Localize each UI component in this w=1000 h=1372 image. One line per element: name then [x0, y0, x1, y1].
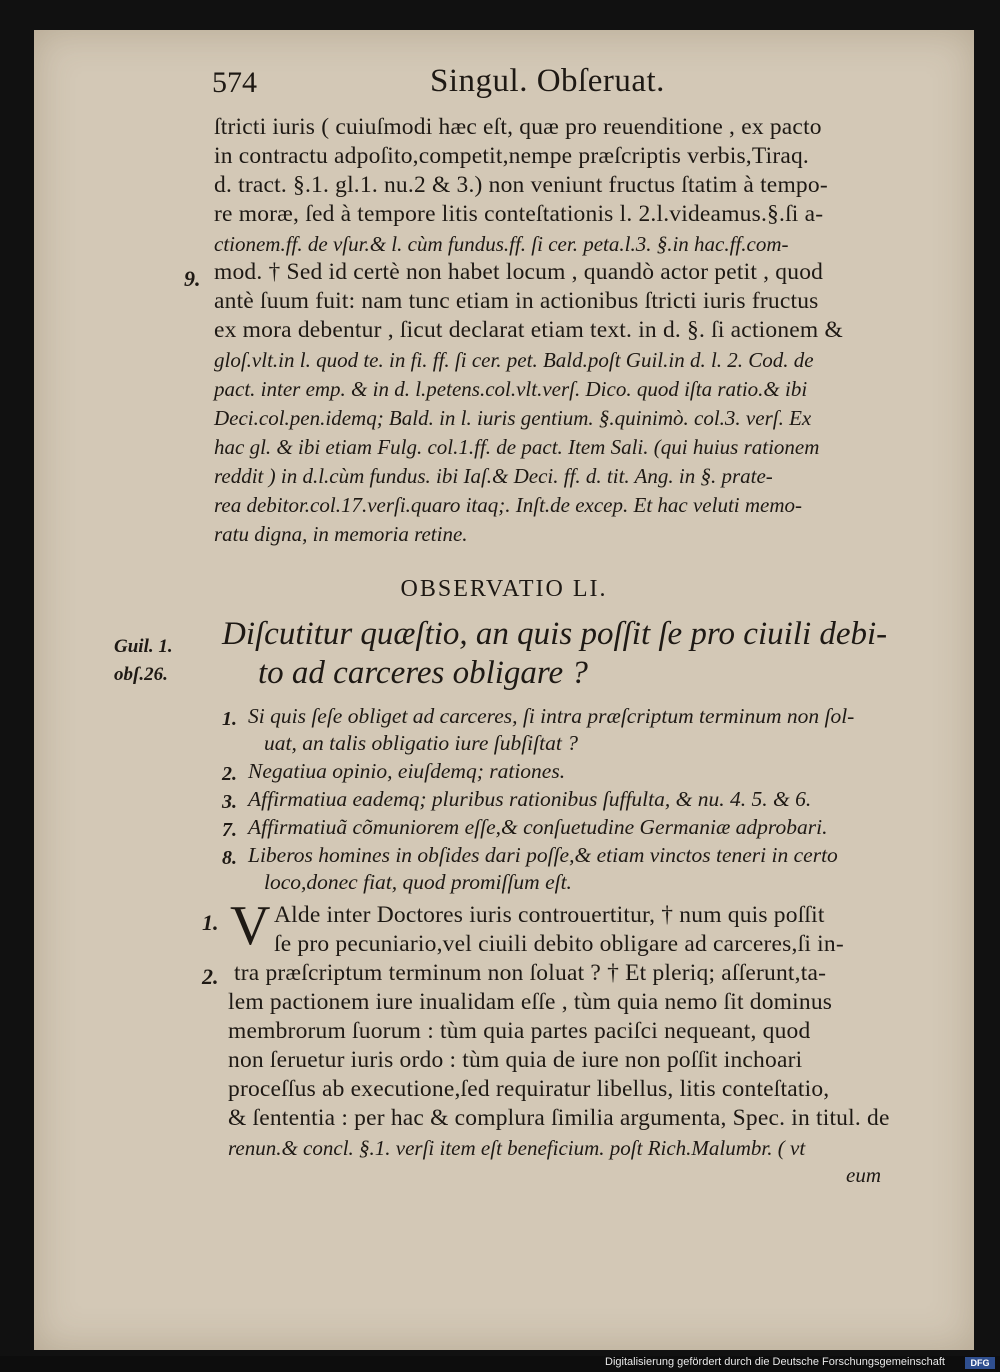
text-line: tra præſcriptum terminum non ſoluat ? † Et pleriq; aſſerunt,ta- [234, 960, 827, 986]
text-line: antè ſuum fuit: nam tunc etiam in actionibus ſtricti iuris fructus [214, 288, 819, 314]
text-line: gloſ.vlt.in l. quod te. in fi. ff. ſi cer. pet. Bald.poſt Guil.in d. l. 2. Cod. de [214, 348, 814, 372]
text-line: in contractu adpoſito,competit,nempe præſcriptis verbis,Tiraq. [214, 143, 810, 169]
question-heading: Diſcutitur quæſtio, an quis poſſit ſe pro ciuili debi- [222, 616, 888, 652]
question-heading: to ad carceres obligare ? [258, 655, 588, 691]
text-line: re moræ, ſed à tempore litis conteſtationis l. 2.l.videamus.§.ſi a- [214, 201, 824, 227]
text-line: ctionem.ff. de vſur.& l. cùm fundus.ff. ſi cer. peta.l.3. §.in hac.ff.com- [214, 232, 789, 256]
text-line: hac gl. & ibi etiam Fulg. col.1.ff. de pact. Item Sali. (qui huius rationem [214, 435, 820, 459]
section-title: OBSERVATIO LI. [400, 576, 608, 602]
summary-number: 3. [222, 791, 237, 813]
text-line: & ſententia : per hac & complura ſimilia argumenta, Spec. in titul. de [228, 1105, 890, 1131]
text-line: pact. inter emp. & in d. l.petens.col.vlt.verſ. Dico. quod iſta ratio.& ibi [214, 377, 808, 401]
text-line: non ſeruetur iuris ordo : tùm quia de iure non poſſit inchoari [228, 1047, 803, 1073]
text-line: mod. † Sed id certè non habet locum , quandò actor petit , quod [214, 259, 824, 285]
summary-line: Si quis ſeſe obliget ad carceres, ſi intra præſcriptum terminum non ſol- [248, 704, 855, 728]
footer-credit: Digitalisierung gefördert durch die Deutsche Forschungsgemeinschaft [605, 1356, 945, 1368]
text-line: rea debitor.col.17.verſi.quaro itaq;. Inſt.de excep. Et hac veluti memo- [214, 493, 803, 517]
summary-line: Affirmatiua eademq; pluribus rationibus ſuffulta, & nu. 4. 5. & 6. [248, 787, 812, 811]
text-line: ſtricti iuris ( cuiuſmodi hæc eſt, quæ pro reuenditione , ex pacto [214, 114, 822, 140]
margin-number: 9. [184, 266, 201, 291]
text-line: renun.& concl. §.1. verſi item eſt beneficium. poſt Rich.Malumbr. ( vt [228, 1136, 806, 1160]
summary-number: 7. [222, 819, 237, 841]
book-page [34, 30, 974, 1350]
margin-number: 2. [202, 964, 219, 989]
summary-line: Negatiua opinio, eiuſdemq; rationes. [248, 759, 566, 783]
margin-reference: Guil. 1. [114, 636, 173, 657]
text-line: reddit ) in d.l.cùm fundus. ibi Iaſ.& Deci. ff. d. tit. Ang. in §. prate- [214, 464, 773, 488]
summary-number: 8. [222, 847, 237, 869]
text-line: proceſſus ab executione,ſed requiratur libellus, litis conteſtatio, [228, 1076, 830, 1102]
page-number: 574 [212, 66, 257, 99]
summary-line: loco,donec fiat, quod promiſſum eſt. [264, 870, 572, 894]
summary-number: 2. [222, 763, 237, 785]
text-line: ratu digna, in memoria retine. [214, 522, 468, 546]
text-line: ſe pro pecuniario,vel ciuili debito obligare ad carceres,ſi in- [274, 931, 844, 957]
summary-line: Liberos homines in obſides dari poſſe,& etiam vinctos teneri in certo [248, 843, 838, 867]
margin-number: 1. [202, 910, 219, 935]
running-title: Singul. Obſeruat. [430, 63, 665, 99]
drop-cap: V [230, 895, 271, 957]
text-line: Alde inter Doctores iuris controuertitur, † num quis poſſit [274, 902, 825, 928]
catchword: eum [846, 1163, 881, 1187]
text-line: d. tract. §.1. gl.1. nu.2 & 3.) non veniunt fructus ſtatim à tempo- [214, 172, 828, 198]
text-line: lem pactionem iure inualidam eſſe , tùm quia nemo ſit dominus [228, 989, 833, 1015]
summary-number: 1. [222, 708, 237, 730]
dfg-logo: DFG [965, 1357, 995, 1369]
margin-reference: obſ.26. [114, 664, 168, 685]
text-line: membrorum ſuorum : tùm quia partes paciſci nequeant, quod [228, 1018, 811, 1044]
summary-line: Affirmatiuã cõmuniorem eſſe,& conſuetudine Germaniæ adprobari. [248, 815, 828, 839]
text-line: ex mora debentur , ſicut declarat etiam text. in d. §. ſi actionem & [214, 317, 843, 343]
summary-line: uat, an talis obligatio iure ſubſiſtat ? [264, 731, 578, 755]
text-line: Deci.col.pen.idemq; Bald. in l. iuris gentium. §.quinimò. col.3. verſ. Ex [214, 406, 812, 430]
